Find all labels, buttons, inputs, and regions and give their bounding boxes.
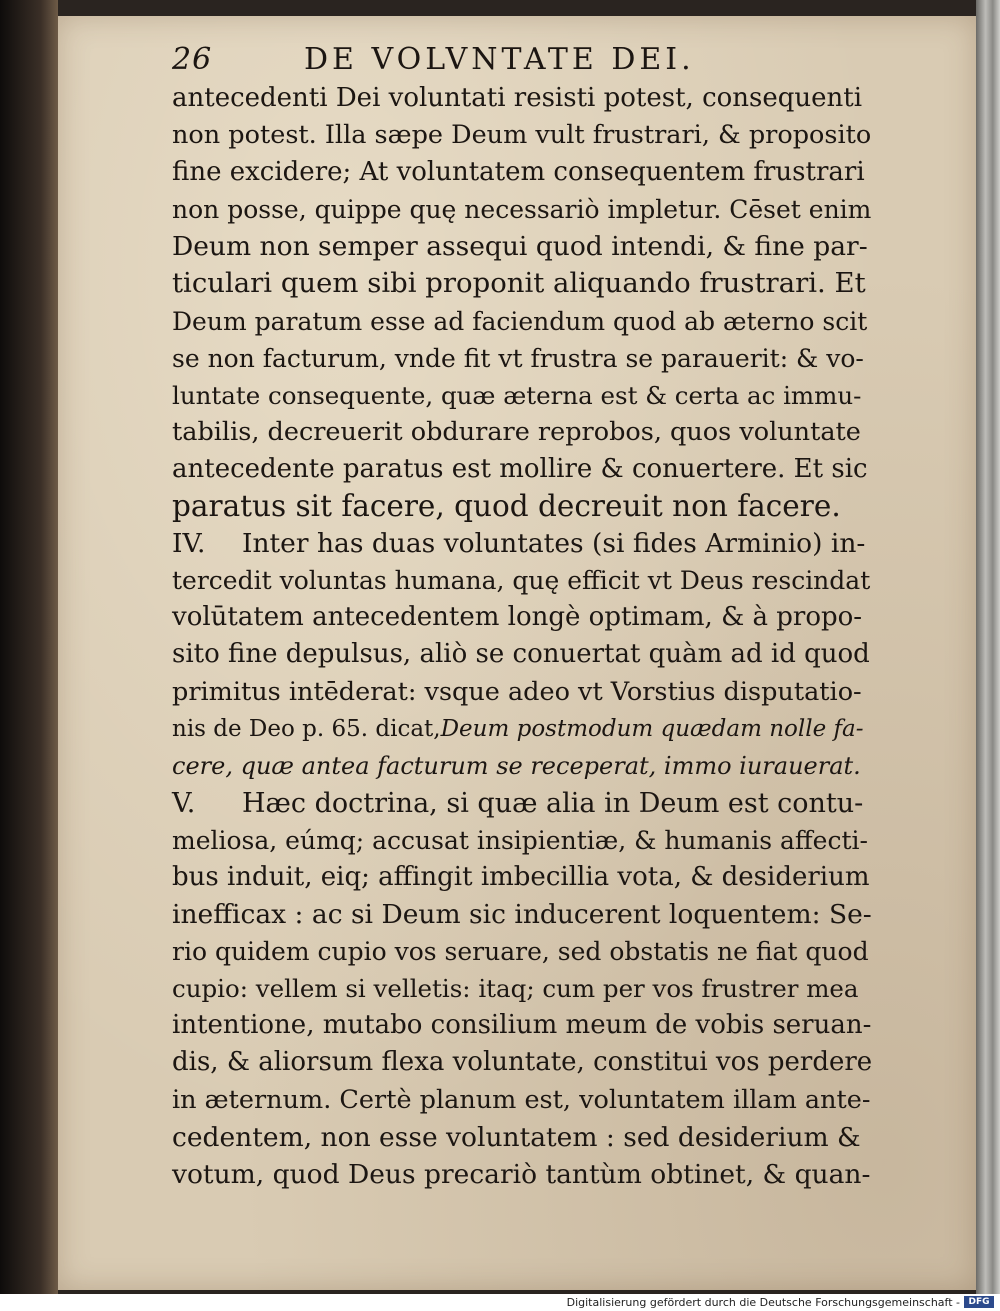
binding-edge [0,0,58,1294]
text-line: dis, & aliorsum flexa voluntate, constitui vos perdere [172,1047,873,1078]
text-line: antecedenti Dei voluntati resisti potest, consequenti [172,83,863,113]
text-line: ticulari quem sibi proponit aliquando frustrari. Et [172,267,866,300]
text-line: antecedente paratus est mollire & conuertere. Et sic [172,453,868,484]
text-line: se non facturum, vnde fit vt frustra se parauerit: & vo- [172,343,864,373]
section-v-first-line [172,785,872,822]
page-number: 26 [172,42,213,77]
text-line: votum, quod Deus precariò tantùm obtinet, & quan- [172,1158,871,1190]
funding-credit: Digitalisierung gefördert durch die Deutsche Forschungsgemeinschaft - [566,1296,960,1309]
section-iv-first-line [172,525,872,562]
text-line: nis de Deo p. 65. dicat, [172,715,441,742]
section-number: IV. [172,528,206,560]
text-line: primitus intēderat: vsque adeo vt Vorstius disputatio- [172,676,862,707]
text-line: intentione, mutabo consilium meum de vobis seruan- [172,1010,872,1041]
text-line: rio quidem cupio vos seruare, sed obstatis ne fiat quod [172,937,869,967]
text-line: paratus sit facere, quod decreuit non facere. [172,489,841,524]
text-line: non posse, quippe quę necessariò impletur. Cēset enim [172,195,872,225]
text-line: bus induit, eiq; affingit imbecillia vota, & desiderium [172,861,870,892]
italic-quote: Deum postmodum quædam nolle fa- [440,715,864,742]
text-line: Deum non semper assequi quod intendi, & fine par- [172,231,868,263]
page-header [172,42,872,82]
text-line: tabilis, decreuerit obdurare reprobos, quos voluntate [172,416,861,447]
running-title: DE VOLVNTATE DEI. [304,42,695,77]
text-line: tercedit voluntas humana, quę efficit vt Deus rescindat [172,566,871,596]
text-line: volūtatem antecedentem longè optimam, & à propo- [172,602,863,633]
section-number: V. [172,787,196,819]
text-line: meliosa, eúmq; accusat insipientiæ, & humanis affecti- [172,825,868,855]
text-line: cupio: vellem si velletis: itaq; cum per vos frustrer mea [172,974,859,1004]
text-line: Hæc doctrina, si quæ alia in Deum est contu- [242,787,864,819]
text-line: luntate consequente, quæ æterna est & certa ac immu- [172,380,862,410]
page-stack-edge [976,0,1000,1294]
page-text [172,80,872,1193]
text-line: in æternum. Certè planum est, voluntatem illam ante- [172,1084,871,1115]
text-line: Inter has duas voluntates (si fides Arminio) in- [242,528,866,560]
quote-line [172,711,872,748]
dfg-logo: DFG [964,1296,994,1308]
text-line: fine excidere; At voluntatem consequentem frustrari [172,157,865,188]
digitization-footer [0,1294,1000,1311]
text-line: cedentem, non esse voluntatem : sed desiderium & [172,1121,861,1153]
text-line: sito fine depulsus, aliò se conuertat quàm ad id quod [172,639,870,670]
text-line: non potest. Illa sæpe Deum vult frustrari, & proposito [172,120,872,151]
italic-quote: cere, quæ antea facturum se receperat, immo iurauerat. [172,751,861,780]
text-line: Deum paratum esse ad faciendum quod ab æterno scit [172,306,868,336]
text-line: inefficax : ac si Deum sic inducerent loquentem: Se- [172,899,872,931]
